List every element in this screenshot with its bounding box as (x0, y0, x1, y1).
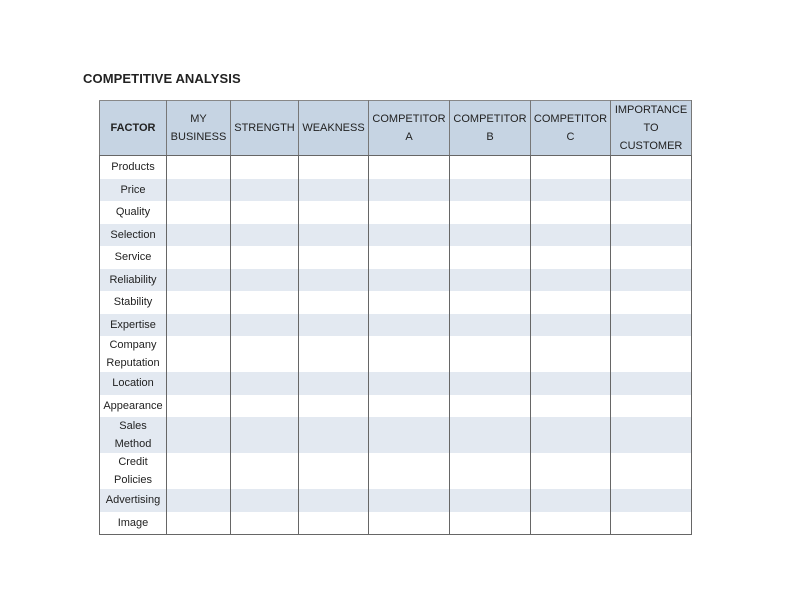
empty-cell[interactable] (369, 269, 450, 292)
empty-cell[interactable] (611, 336, 692, 372)
table-row (100, 156, 692, 179)
empty-cell[interactable] (369, 512, 450, 535)
empty-cell[interactable] (369, 246, 450, 269)
empty-cell[interactable] (450, 314, 531, 337)
empty-cell[interactable] (369, 156, 450, 179)
empty-cell[interactable] (369, 201, 450, 224)
empty-cell[interactable] (369, 336, 450, 372)
empty-cell[interactable] (167, 314, 231, 337)
empty-cell[interactable] (299, 179, 369, 202)
empty-cell[interactable] (369, 314, 450, 337)
empty-cell[interactable] (167, 489, 231, 512)
empty-cell[interactable] (369, 291, 450, 314)
empty-cell[interactable] (231, 489, 299, 512)
empty-cell[interactable] (167, 179, 231, 202)
empty-cell[interactable] (299, 453, 369, 489)
table-row (100, 489, 692, 512)
empty-cell[interactable] (611, 269, 692, 292)
empty-cell[interactable] (450, 512, 531, 535)
empty-cell[interactable] (231, 314, 299, 337)
factor-label: Stability (100, 291, 167, 314)
empty-cell[interactable] (611, 224, 692, 247)
empty-cell[interactable] (299, 224, 369, 247)
factor-label: Service (100, 246, 167, 269)
empty-cell[interactable] (167, 417, 231, 453)
table-row (100, 395, 692, 418)
empty-cell[interactable] (369, 224, 450, 247)
empty-cell[interactable] (531, 246, 611, 269)
empty-cell[interactable] (531, 314, 611, 337)
empty-cell[interactable] (369, 453, 450, 489)
empty-cell[interactable] (450, 372, 531, 395)
empty-cell[interactable] (299, 512, 369, 535)
empty-cell[interactable] (299, 372, 369, 395)
empty-cell[interactable] (167, 372, 231, 395)
empty-cell[interactable] (299, 269, 369, 292)
table-row (100, 201, 692, 224)
column-header: IMPORTANCE TO CUSTOMER (611, 101, 692, 156)
empty-cell[interactable] (450, 246, 531, 269)
empty-cell[interactable] (450, 201, 531, 224)
empty-cell[interactable] (231, 201, 299, 224)
header-row (100, 101, 692, 156)
empty-cell[interactable] (450, 291, 531, 314)
empty-cell[interactable] (611, 201, 692, 224)
empty-cell[interactable] (369, 395, 450, 418)
empty-cell[interactable] (611, 314, 692, 337)
empty-cell[interactable] (531, 156, 611, 179)
table-row (100, 453, 692, 489)
empty-cell[interactable] (369, 179, 450, 202)
table-row (100, 372, 692, 395)
factor-label: Expertise (100, 314, 167, 337)
empty-cell[interactable] (369, 489, 450, 512)
empty-cell[interactable] (531, 512, 611, 535)
empty-cell[interactable] (611, 246, 692, 269)
empty-cell[interactable] (231, 224, 299, 247)
empty-cell[interactable] (231, 156, 299, 179)
empty-cell[interactable] (167, 395, 231, 418)
factor-label: Sales Method (100, 417, 167, 453)
empty-cell[interactable] (611, 372, 692, 395)
empty-cell[interactable] (299, 156, 369, 179)
factor-label: Products (100, 156, 167, 179)
table-row (100, 336, 692, 372)
table-row (100, 417, 692, 453)
empty-cell[interactable] (231, 291, 299, 314)
empty-cell[interactable] (369, 372, 450, 395)
empty-cell[interactable] (611, 291, 692, 314)
empty-cell[interactable] (299, 395, 369, 418)
empty-cell[interactable] (531, 395, 611, 418)
empty-cell[interactable] (611, 453, 692, 489)
factor-label: Location (100, 372, 167, 395)
document-title: COMPETITIVE ANALYSIS (83, 71, 241, 86)
empty-cell[interactable] (450, 395, 531, 418)
competitive-analysis-table (99, 100, 692, 535)
table-row (100, 224, 692, 247)
empty-cell[interactable] (299, 201, 369, 224)
empty-cell[interactable] (611, 512, 692, 535)
factor-label: Advertising (100, 489, 167, 512)
empty-cell[interactable] (450, 336, 531, 372)
empty-cell[interactable] (231, 179, 299, 202)
column-header: FACTOR (100, 101, 167, 156)
empty-cell[interactable] (531, 417, 611, 453)
empty-cell[interactable] (611, 156, 692, 179)
empty-cell[interactable] (231, 246, 299, 269)
factor-label: Reliability (100, 269, 167, 292)
empty-cell[interactable] (299, 314, 369, 337)
empty-cell[interactable] (531, 201, 611, 224)
empty-cell[interactable] (231, 453, 299, 489)
empty-cell[interactable] (167, 201, 231, 224)
empty-cell[interactable] (531, 269, 611, 292)
empty-cell[interactable] (167, 156, 231, 179)
factor-label: Credit Policies (100, 453, 167, 489)
empty-cell[interactable] (167, 453, 231, 489)
empty-cell[interactable] (611, 417, 692, 453)
factor-label: Selection (100, 224, 167, 247)
column-header: MY BUSINESS (167, 101, 231, 156)
factor-label: Appearance (100, 395, 167, 418)
table-row (100, 291, 692, 314)
factor-label: Quality (100, 201, 167, 224)
table-row (100, 314, 692, 337)
factor-label: Company Reputation (100, 336, 167, 372)
empty-cell[interactable] (167, 512, 231, 535)
empty-cell[interactable] (450, 489, 531, 512)
empty-cell[interactable] (299, 336, 369, 372)
empty-cell[interactable] (231, 372, 299, 395)
empty-cell[interactable] (450, 453, 531, 489)
empty-cell[interactable] (167, 246, 231, 269)
empty-cell[interactable] (531, 179, 611, 202)
empty-cell[interactable] (531, 453, 611, 489)
empty-cell[interactable] (231, 512, 299, 535)
column-header: COMPETITOR B (450, 101, 531, 156)
empty-cell[interactable] (531, 291, 611, 314)
empty-cell[interactable] (167, 224, 231, 247)
table-row (100, 512, 692, 535)
empty-cell[interactable] (299, 489, 369, 512)
empty-cell[interactable] (167, 269, 231, 292)
empty-cell[interactable] (531, 336, 611, 372)
empty-cell[interactable] (299, 246, 369, 269)
factor-label: Price (100, 179, 167, 202)
empty-cell[interactable] (231, 269, 299, 292)
empty-cell[interactable] (450, 417, 531, 453)
empty-cell[interactable] (450, 156, 531, 179)
column-header: WEAKNESS (299, 101, 369, 156)
empty-cell[interactable] (299, 291, 369, 314)
empty-cell[interactable] (450, 269, 531, 292)
column-header: COMPETITOR C (531, 101, 611, 156)
table-row (100, 246, 692, 269)
empty-cell[interactable] (167, 336, 231, 372)
column-header: COMPETITOR A (369, 101, 450, 156)
empty-cell[interactable] (231, 417, 299, 453)
empty-cell[interactable] (231, 336, 299, 372)
empty-cell[interactable] (450, 179, 531, 202)
empty-cell[interactable] (369, 417, 450, 453)
empty-cell[interactable] (611, 489, 692, 512)
column-header: STRENGTH (231, 101, 299, 156)
empty-cell[interactable] (231, 395, 299, 418)
empty-cell[interactable] (611, 395, 692, 418)
table-row (100, 269, 692, 292)
table-row (100, 179, 692, 202)
empty-cell[interactable] (167, 291, 231, 314)
empty-cell[interactable] (299, 417, 369, 453)
empty-cell[interactable] (531, 489, 611, 512)
factor-label: Image (100, 512, 167, 535)
empty-cell[interactable] (531, 224, 611, 247)
empty-cell[interactable] (531, 372, 611, 395)
empty-cell[interactable] (611, 179, 692, 202)
empty-cell[interactable] (450, 224, 531, 247)
